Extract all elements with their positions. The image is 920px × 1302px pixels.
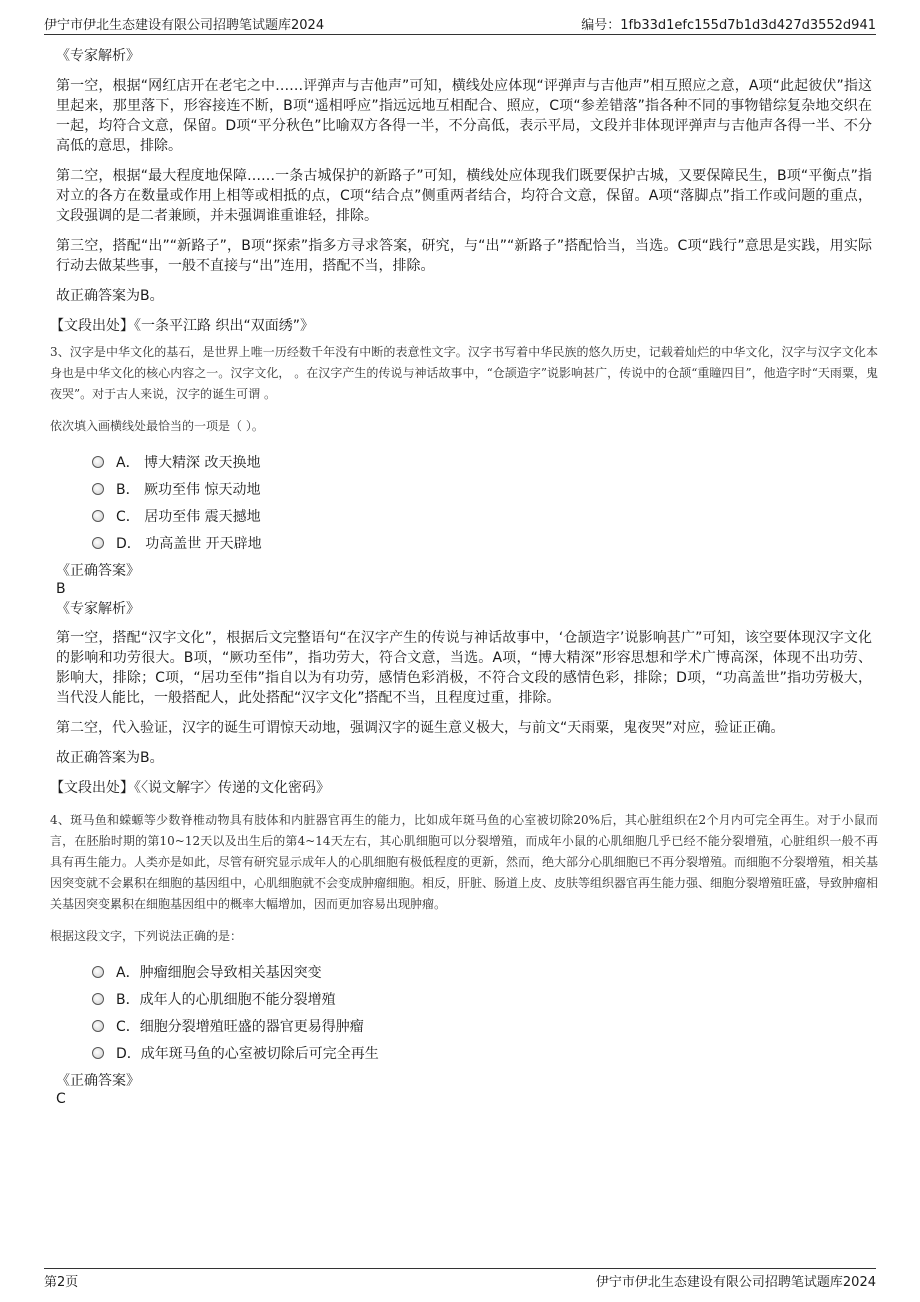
source-citation: 【文段出处】《一条平江路 织出“双面绣”》 bbox=[50, 318, 314, 334]
option-c[interactable] bbox=[92, 502, 872, 529]
radio-icon[interactable] bbox=[92, 510, 104, 522]
question-4-options bbox=[92, 958, 872, 1066]
question-4-text: 4、斑马鱼和蝾螈等少数脊椎动物具有肢体和内脏器官再生的能力，比如成年斑马鱼的心室被切除20%后，其心脏组织在2个月内可完全再生。对于小鼠而言，在胚胎时期的第10~12天以及出生后的第4~14天左右，其心肌细胞可以分裂增殖，而成年小鼠的心肌细胞几乎已经不能分裂增殖，心脏组织一般不再具有再生能力。人类亦是如此，尽管有研究显示成年人的心肌细胞有极低程度的更新，然而，绝大部分心肌细胞已不再分裂增殖。而细胞不分裂增殖，相关基因突变就不会累积在细胞的基因组中，心肌细胞就不会变成肿瘤细胞。相反，肝脏、肠道上皮、皮肤等组织器官再生能力强、细胞分裂增殖旺盛，导致肿瘤相关基因突变累积在细胞基因组中的概率大幅增加，因而更加容易出现肿瘤。 bbox=[50, 813, 879, 911]
radio-icon[interactable] bbox=[92, 1047, 104, 1059]
option-a[interactable] bbox=[92, 958, 872, 985]
footer-title: 伊宁市伊北生态建设有限公司招聘笔试题库2024 bbox=[595, 1274, 876, 1290]
answer-value: C bbox=[56, 1091, 66, 1107]
answer-label: 《正确答案》 bbox=[56, 1073, 140, 1089]
analysis-paragraph: 第一空，搭配“汉字文化”，根据后文完整语句“在汉字产生的传说与神话故事中，‘仓颉造字’说影响甚广”可知，该空要体现汉字文化的影响和功劳很大。B项，“厥功至伟”，指功劳大，符合文意，当选。A项，“博大精深”形容思想和学术广博高深，体现不出功劳、影响大，排除；C项，“居功至伟”指自以为有功劳，感情色彩消极，不符合文段的感情色彩，排除；D项，“功高盖世”指功劳极大，当代没人能比，一般搭配人，此处搭配“汉字文化”搭配不当，且程度过重，排除。 bbox=[56, 630, 872, 706]
document-id: 编号：1fb33d1efc155d7b1d3d427d3552d941 bbox=[581, 17, 876, 33]
radio-icon[interactable] bbox=[92, 537, 104, 549]
option-label: A．肿瘤细胞会导致相关基因突变 bbox=[116, 964, 322, 981]
analysis-label: 《专家解析》 bbox=[56, 601, 140, 617]
conclusion: 故正确答案为B。 bbox=[56, 750, 164, 766]
radio-icon[interactable] bbox=[92, 483, 104, 495]
question-3-options bbox=[92, 448, 872, 556]
page-number: 第2页 bbox=[44, 1274, 79, 1290]
answer-value: B bbox=[56, 581, 66, 597]
option-label: B．成年人的心肌细胞不能分裂增殖 bbox=[116, 991, 336, 1008]
option-d[interactable] bbox=[92, 529, 872, 556]
answer-label: 《正确答案》 bbox=[56, 563, 140, 579]
page-content bbox=[50, 40, 879, 1108]
analysis-paragraph: 第二空，代入验证，汉字的诞生可谓惊天动地，强调汉字的诞生意义极大，与前文“天雨粟，鬼夜哭”对应，验证正确。 bbox=[56, 720, 785, 736]
radio-icon[interactable] bbox=[92, 456, 104, 468]
radio-icon[interactable] bbox=[92, 993, 104, 1005]
option-a[interactable] bbox=[92, 448, 872, 475]
option-label: C． 居功至伟 震天撼地 bbox=[116, 508, 261, 525]
option-d[interactable] bbox=[92, 1039, 872, 1066]
option-label: A． 博大精深 改天换地 bbox=[116, 454, 261, 471]
analysis-paragraph: 第二空，根据“最大程度地保障……一条古城保护的新路子”可知，横线处应体现我们既要保护古城，又要保障民生，B项“平衡点”指对立的各方在数量或作用上相等或相抵的点，C项“结合点”侧重两者结合，均符合文意，保留。A项“落脚点”指工作或问题的重点，文段强调的是二者兼顾，并未强调谁重谁轻，排除。 bbox=[56, 168, 872, 224]
option-label: C．细胞分裂增殖旺盛的器官更易得肿瘤 bbox=[116, 1018, 364, 1035]
radio-icon[interactable] bbox=[92, 1020, 104, 1032]
header-title: 伊宁市伊北生态建设有限公司招聘笔试题库2024 bbox=[44, 17, 325, 33]
page-footer bbox=[44, 1268, 876, 1291]
analysis-paragraph: 第一空，根据“网红店开在老宅之中……评弹声与吉他声”可知，横线处应体现“评弹声与吉他声”相互照应之意，A项“此起彼伏”指这里起来，那里落下，形容接连不断，B项“遥相呼应”指远远地互相配合、照应，C项“参差错落”指各种不同的事物错综复杂地交织在一起，均符合文意，保留。D项“平分秋色”比喻双方各得一半，不分高低，表示平局，文段并非体现评弹声与吉他声各得一半、不分高低的意思，排除。 bbox=[56, 78, 872, 154]
option-label: D． 功高盖世 开天辟地 bbox=[116, 535, 262, 552]
analysis-paragraph: 第三空，搭配“出”“新路子”，B项“探索”指多方寻求答案，研究，与“出”“新路子”搭配恰当，当选。C项“践行”意思是实践，用实际行动去做某些事，一般不直接与“出”连用，搭配不当，排除。 bbox=[56, 238, 872, 274]
option-label: D．成年斑马鱼的心室被切除后可完全再生 bbox=[116, 1045, 379, 1062]
question-3-prompt: 依次填入画横线处最恰当的一项是（ ）。 bbox=[50, 419, 264, 433]
radio-icon[interactable] bbox=[92, 966, 104, 978]
option-c[interactable] bbox=[92, 1012, 872, 1039]
conclusion: 故正确答案为B。 bbox=[56, 288, 164, 304]
option-b[interactable] bbox=[92, 475, 872, 502]
option-b[interactable] bbox=[92, 985, 872, 1012]
analysis-label: 《专家解析》 bbox=[56, 48, 140, 64]
page-header bbox=[44, 12, 876, 35]
option-label: B． 厥功至伟 惊天动地 bbox=[116, 481, 261, 498]
question-3-text: 3、汉字是中华文化的基石，是世界上唯一历经数千年没有中断的表意性文字。汉字书写着中华民族的悠久历史，记载着灿烂的中华文化，汉字与汉字文化本身也是中华文化的核心内容之一。汉字文化， 。在汉字产生的传说与神话故事中，“仓颉造字”说影响甚广，传说中的仓颉“重瞳四目”，他造字时“天雨粟，鬼夜哭”。对于古人来说，汉字的诞生可谓 。 bbox=[50, 345, 878, 401]
question-4-prompt: 根据这段文字，下列说法正确的是： bbox=[50, 929, 243, 943]
source-citation: 【文段出处】《〈说文解字〉传递的文化密码》 bbox=[50, 780, 330, 796]
